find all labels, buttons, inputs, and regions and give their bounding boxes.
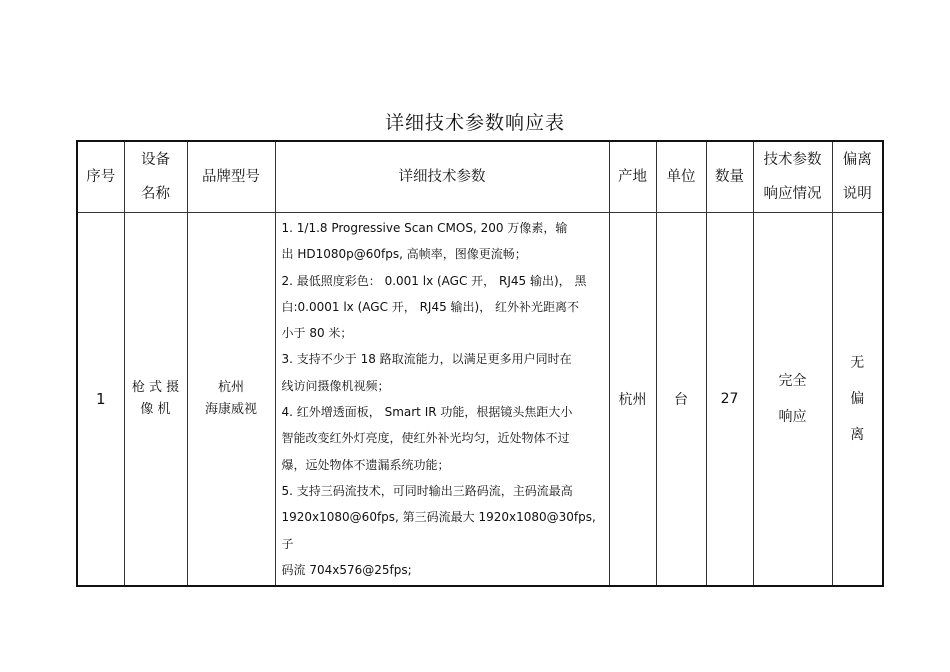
cell-deviation-char: 离 (850, 427, 865, 444)
cell-brand-line2: 海康威视 (204, 402, 257, 418)
header-params: 详细技术参数 (275, 141, 609, 213)
param-line: 白:0.0001 lx (AGC 开， RJ45 输出)， 红外补光距离不 (281, 299, 580, 314)
cell-device (124, 213, 187, 587)
header-unit: 单位 (656, 141, 706, 213)
cell-brand (187, 213, 275, 587)
cell-index: 1 (77, 213, 124, 587)
header-quantity: 数量 (706, 141, 753, 213)
cell-deviation-char: 偏 (850, 391, 865, 408)
cell-unit: 台 (656, 213, 706, 587)
header-response-line1: 技术参数 (763, 152, 822, 168)
param-line: 码流 704x576@25fps; (281, 562, 412, 577)
cell-deviation (832, 213, 883, 587)
cell-device-line1: 枪 式 摄 (131, 380, 180, 396)
header-device-line1: 设备 (141, 152, 170, 168)
cell-response-line1: 完全 (778, 373, 807, 390)
param-line: 爆，远处物体不遗漏系统功能； (281, 457, 450, 472)
cell-response (753, 213, 832, 587)
param-line: 出 HD1080p@60fps, 高帧率，图像更流畅； (281, 247, 527, 262)
param-line: 1920x1080@60fps, 第三码流最大 1920x1080@30fps, 子 (281, 510, 596, 551)
header-model: 品牌型号 (187, 141, 275, 213)
param-line: 1. 1/1.8 Progressive Scan CMOS, 200 万像素，输 (281, 221, 568, 235)
header-deviation-line1: 偏离 (842, 152, 872, 168)
param-line: 线访问摄像机视频； (281, 378, 390, 393)
param-line: 3. 支持不少于 18 路取流能力，以满足更多用户同时在 (281, 352, 572, 367)
page-title: 详细技术参数响应表 (384, 112, 565, 134)
cell-origin: 杭州 (609, 213, 656, 587)
cell-deviation-char: 无 (850, 355, 865, 372)
param-line: 4. 红外增透面板， Smart IR 功能，根据镜头焦距大小 (281, 405, 573, 420)
param-line: 5. 支持三码流技术，可同时输出三路码流，主码流最高 (281, 483, 573, 498)
spec-table (76, 140, 884, 587)
header-row (77, 141, 883, 213)
header-index: 序号 (77, 141, 124, 213)
param-line: 小于 80 米； (281, 326, 353, 341)
cell-params (275, 213, 609, 587)
header-device-line2: 名称 (141, 186, 170, 202)
param-line: 智能改变红外灯亮度，使红外补光均匀，近处物体不过 (281, 431, 570, 446)
table-row (77, 213, 883, 587)
cell-response-line2: 响应 (778, 409, 807, 426)
header-response-line2: 响应情况 (763, 186, 822, 202)
param-line: 2. 最低照度彩色： 0.001 lx (AGC 开， RJ45 输出)， 黑 (281, 273, 587, 288)
header-deviation (832, 141, 883, 213)
header-deviation-line2: 说明 (842, 186, 872, 202)
header-origin: 产地 (609, 141, 656, 213)
header-device (124, 141, 187, 213)
cell-quantity: 27 (706, 213, 753, 587)
cell-brand-line1: 杭州 (217, 380, 244, 396)
cell-device-line2: 像 机 (140, 402, 171, 418)
header-response (753, 141, 832, 213)
